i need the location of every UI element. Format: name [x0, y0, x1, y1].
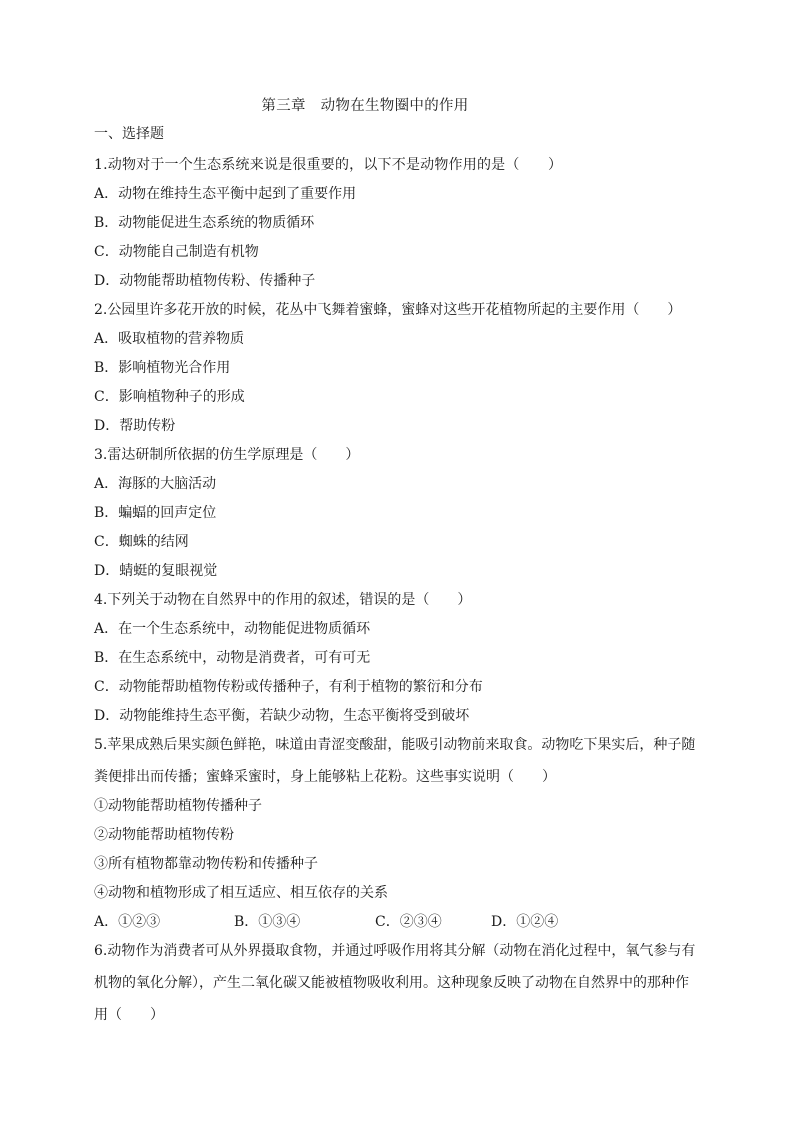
question-2-option-d: D．帮助传粉 — [94, 418, 176, 434]
question-5-stem-line-1: 5.苹果成熟后果实颜色鲜艳，味道由青涩变酸甜，能吸引动物前来取食。动物吃下果实后，种子随 — [94, 737, 696, 753]
question-5-statement-4: ④动物和植物形成了相互适应、相互依存的关系 — [94, 885, 388, 901]
question-5-statement-2: ②动物能帮助植物传粉 — [94, 827, 234, 843]
question-2-option-b: B．影响植物光合作用 — [94, 360, 231, 376]
question-2-stem: 2.公园里许多花开放的时候，花丛中飞舞着蜜蜂，蜜蜂对这些开花植物所起的主要作用（ ） — [94, 302, 682, 318]
question-5-stem-line-2: 粪便排出而传播；蜜蜂采蜜时，身上能够粘上花粉。这些事实说明（ ） — [94, 769, 556, 785]
chapter-title: 第三章 动物在生物圈中的作用 — [261, 98, 469, 114]
question-1-option-c: C．动物能自己制造有机物 — [94, 244, 259, 260]
question-5-option-b: B．①③④ — [234, 914, 301, 930]
section-heading: 一、选择题 — [94, 126, 164, 142]
question-3-option-a: A．海豚的大脑活动 — [94, 476, 217, 492]
question-1-stem: 1.动物对于一个生态系统来说是很重要的，以下不是动物作用的是（ ） — [94, 157, 563, 173]
question-4-option-c: C．动物能帮助植物传粉或传播种子，有利于植物的繁衍和分布 — [94, 679, 483, 695]
question-4-stem: 4.下列关于动物在自然界中的作用的叙述，错误的是（ ） — [94, 592, 472, 608]
question-1-option-a: A．动物在维持生态平衡中起到了重要作用 — [94, 186, 357, 202]
question-1-option-d: D．动物能帮助植物传粉、传播种子 — [94, 273, 316, 289]
question-1-option-b: B．动物能促进生态系统的物质循环 — [94, 215, 315, 231]
question-5-option-d: D．①②④ — [491, 914, 559, 930]
question-3-option-b: B．蝙蝠的回声定位 — [94, 505, 217, 521]
question-4-option-d: D．动物能维持生态平衡，若缺少动物，生态平衡将受到破坏 — [94, 708, 470, 724]
question-5-option-c: C．②③④ — [375, 914, 442, 930]
question-6-stem-line-3: 用（ ） — [94, 1007, 164, 1023]
question-2-option-a: A．吸取植物的营养物质 — [94, 331, 245, 347]
question-3-option-d: D．蜻蜓的复眼视觉 — [94, 563, 218, 579]
question-5-statement-3: ③所有植物都靠动物传粉和传播种子 — [94, 856, 318, 872]
question-3-stem: 3.雷达研制所依据的仿生学原理是（ ） — [94, 447, 360, 463]
question-2-option-c: C．影响植物种子的形成 — [94, 389, 245, 405]
question-6-stem-line-1: 6.动物作为消费者可从外界摄取食物，并通过呼吸作用将其分解（动物在消化过程中，氧气参与有 — [94, 943, 696, 959]
question-3-option-c: C．蜘蛛的结网 — [94, 534, 189, 550]
question-6-stem-line-2: 机物的氧化分解），产生二氧化碳又能被植物吸收利用。这种现象反映了动物在自然界中的那种作 — [94, 975, 689, 991]
question-5-option-a: A．①②③ — [94, 914, 161, 930]
question-4-option-b: B．在生态系统中，动物是消费者，可有可无 — [94, 650, 371, 666]
question-4-option-a: A．在一个生态系统中，动物能促进物质循环 — [94, 621, 371, 637]
question-5-statement-1: ①动物能帮助植物传播种子 — [94, 798, 262, 814]
